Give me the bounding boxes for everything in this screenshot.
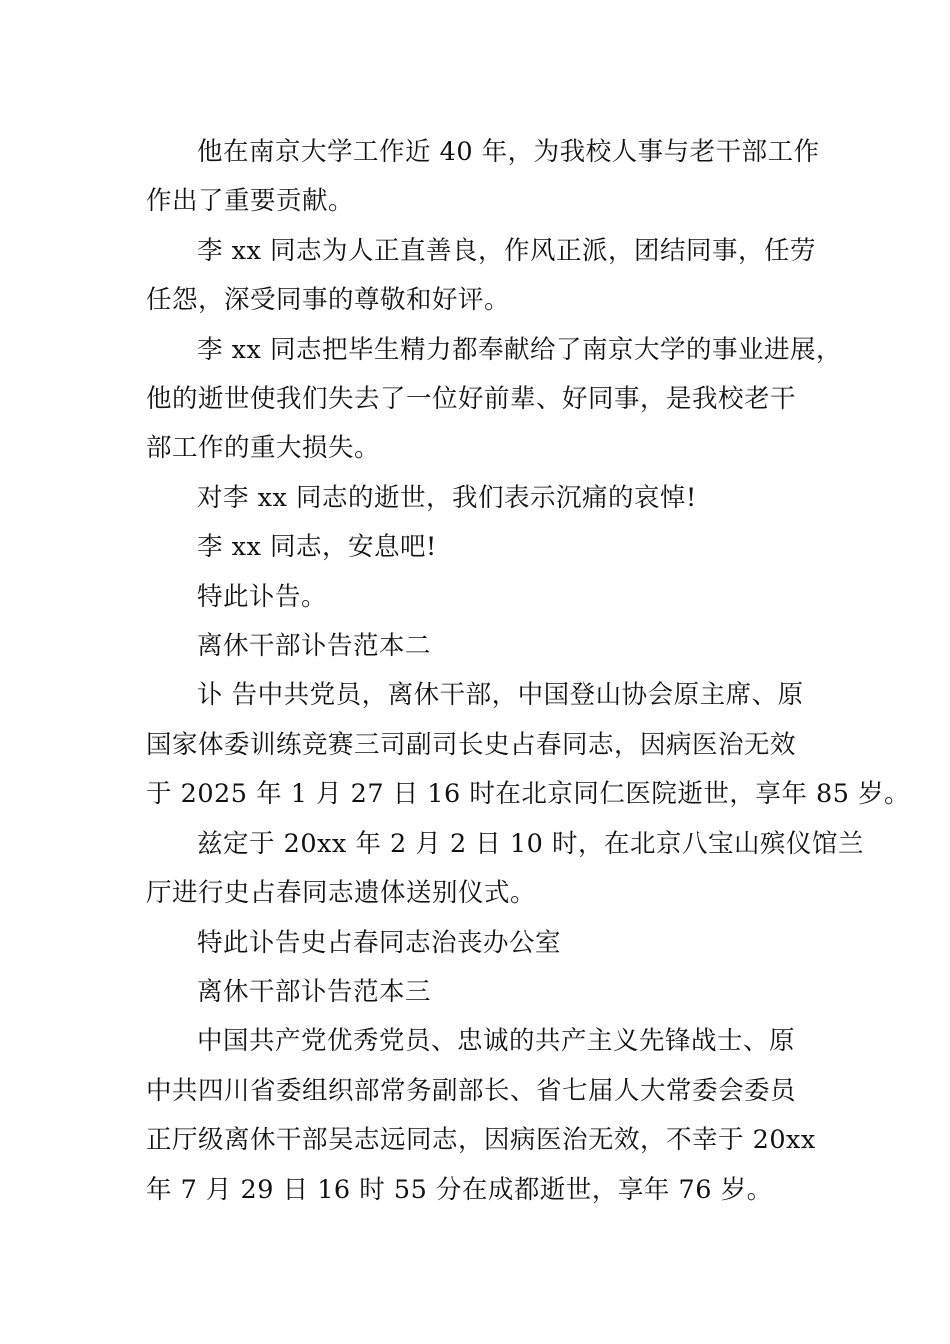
document-page (146, 128, 911, 1215)
text-line: 他在南京大学工作近 40 年，为我校人事与老干部工作 (197, 137, 820, 167)
text-line: 中国共产党优秀党员、忠诚的共产主义先锋战士、原 (197, 1026, 796, 1057)
text-line: 讣 告中共党员，离休干部，中国登山协会原主席、原 (197, 680, 804, 711)
text-line: 任怨，深受同事的尊敬和好评。 (146, 285, 511, 316)
text-line: 于 2025 年 1 月 27 日 16 时在北京同仁医院逝世，享年 85 岁。 (146, 779, 911, 810)
text-line: 特此讣告。 (197, 581, 328, 612)
text-line: 部工作的重大损失。 (146, 433, 381, 464)
text-line: 特此讣告史占春同志治丧办公室 (197, 927, 562, 958)
paragraph (146, 968, 811, 1017)
text-line: 离休干部讣告范本三 (197, 976, 432, 1007)
text-line: 国家体委训练竞赛三司副司长史占春同志，因病医治无效 (146, 729, 797, 760)
paragraph (146, 671, 911, 819)
paragraph (146, 523, 811, 572)
text-line: 李 xx 同志为人正直善良，作风正派，团结同事，任劳 (197, 235, 816, 266)
paragraph (146, 128, 820, 227)
text-line: 年 7 月 29 日 16 时 55 分在成都逝世，享年 76 岁。 (146, 1174, 773, 1205)
text-line: 他的逝世使我们失去了一位好前辈、好同事，是我校老干 (146, 384, 797, 415)
text-line: 厅进行史占春同志遗体送别仪式。 (146, 878, 537, 909)
text-line: 中共四川省委组织部常务副部长、省七届人大常委会委员 (146, 1075, 797, 1106)
paragraph (146, 919, 811, 968)
paragraph (146, 1017, 816, 1215)
paragraph (146, 573, 811, 622)
paragraph (146, 474, 811, 523)
paragraph (146, 227, 816, 326)
text-line: 李 xx 同志，安息吧! (197, 532, 437, 563)
text-line: 离休干部讣告范本二 (197, 631, 432, 662)
text-line: 兹定于 20xx 年 2 月 2 日 10 时，在北京八宝山殡仪馆兰 (197, 828, 864, 859)
paragraph (146, 326, 842, 474)
paragraph (146, 622, 811, 671)
paragraph (146, 820, 864, 919)
text-line: 正厅级离休干部吴志远同志，因病医治无效，不幸于 20xx (146, 1125, 816, 1156)
text-line: 李 xx 同志把毕生精力都奉献给了南京大学的事业进展， (197, 334, 842, 365)
text-line: 作出了重要贡献。 (146, 186, 355, 217)
text-line: 对李 xx 同志的逝世，我们表示沉痛的哀悼! (197, 482, 697, 513)
